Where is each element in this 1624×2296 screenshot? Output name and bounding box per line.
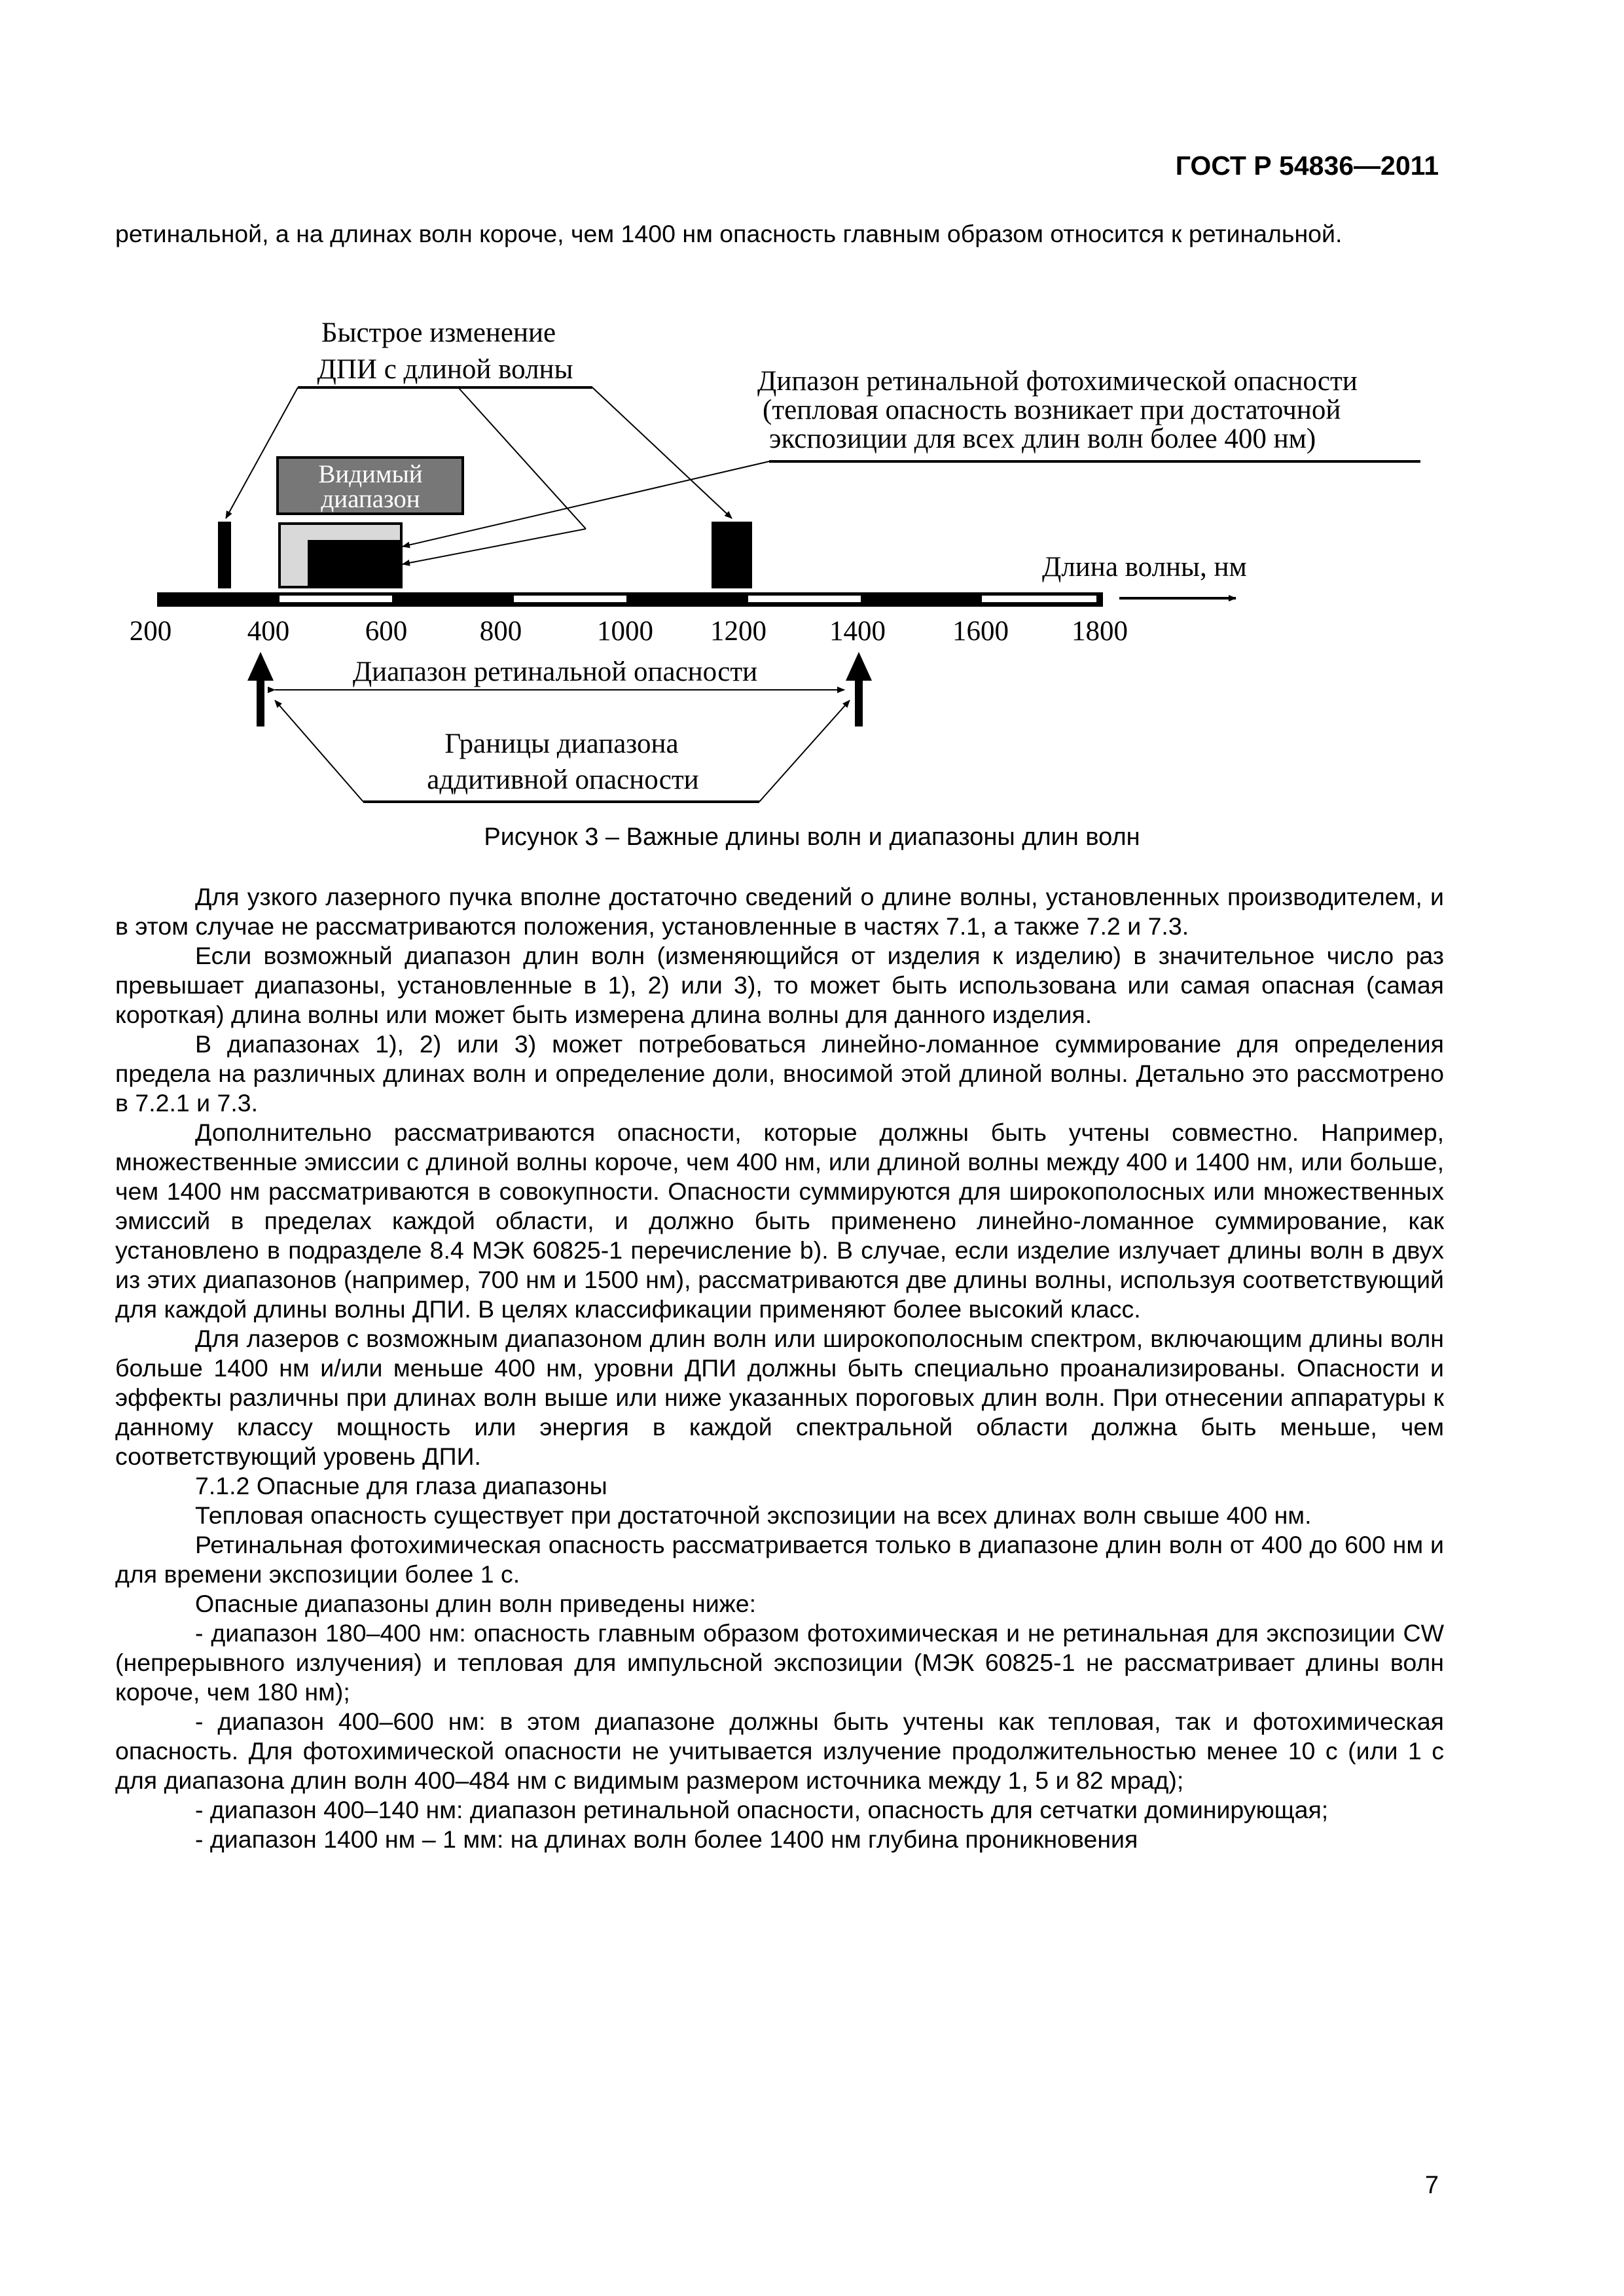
tick-label: 1000	[597, 616, 653, 647]
boundary-arrow-400	[247, 652, 274, 726]
tick-labels	[130, 616, 1128, 647]
label-photochem-line1: Дипазон ретинальной фотохимической опасности	[757, 366, 1358, 397]
section-heading: 7.1.2 Опасные для глаза диапазоны	[195, 1472, 607, 1499]
intro-paragraph: ретинальной, а на длинах волн короче, чем 1400 нм опасность главным образом относится к ретинальной.	[115, 220, 1343, 247]
pointer-line	[759, 700, 850, 802]
thermal-range-block	[308, 540, 401, 586]
wavelength-axis-bar	[157, 592, 1103, 607]
tick-label: 1200	[710, 616, 767, 647]
list-item: - диапазон 400–600 нм: в этом диапазоне должны быть учтены как тепловая, так и фотохимическая опасность. Для фотохимической опасности не учитывается излучение продолжительностью менее 10 с (или 1 с для диапазона длин волн 400–484 нм с видимым размером источника между 1, 5 и 82 мрад);	[115, 1708, 1444, 1794]
figure-caption: Рисунок 3 – Важные длины волн и диапазоны длин волн	[484, 823, 1140, 851]
pointer-line	[458, 387, 586, 529]
tick-label: 800	[479, 616, 522, 647]
axis-title: Длина волны, нм	[1042, 552, 1247, 583]
label-additive-line2: аддитивной опасности	[427, 764, 699, 795]
label-visible-line1: Видимый	[318, 460, 423, 488]
marker-320nm	[218, 522, 231, 588]
paragraph: Для лазеров с возможным диапазоном длин волн или широкополосным спектром, включающим длины волн больше 1400 нм и/или меньше 400 нм, уровни ДПИ должны быть специально проанализированы. Опасности и эффекты различны при длинах волн выше или ниже указанных пороговых длин волн. При отнесении аппаратуры к данному классу мощность или энергия в каждой спектральной области должна быть меньше, чем соответствующий уровень ДПИ.	[115, 1325, 1444, 1470]
page-number: 7	[1424, 2172, 1439, 2199]
pointer-line	[592, 387, 732, 518]
body-text	[115, 882, 1444, 1854]
paragraph: В диапазонах 1), 2) или 3) может потребоваться линейно-ломанное суммирование для определения предела на различных длинах волн и определение доли, вносимой этой длиной волны. Детально это рассмотрено в 7.2.1 и 7.3.	[115, 1030, 1444, 1117]
wavelength-figure	[0, 301, 1624, 844]
boundary-arrow-1400	[846, 652, 872, 726]
tick-label: 400	[247, 616, 290, 647]
tick-label: 1400	[829, 616, 886, 647]
label-additive-line1: Границы диапазона	[444, 728, 679, 759]
paragraph: Дополнительно рассматриваются опасности, которые должны быть учтены совместно. Например, множественные эмиссии с длиной волны короче, чем 400 нм, или длиной волны между 400 и 1400 нм, или больше, чем 1400 нм рассматриваются в совокупности. Опасности суммируются для широкополосных или множественных эмиссий в пределах каждой области, и должно быть применено линейно-ломанное суммирование, как установлено в подразделе 8.4 МЭК 60825-1 перечисление b). В случае, если изделие излучает длины волн в двух из этих диапазонов (например, 700 нм и 1500 нм), рассматриваются две длины волны, используя соответствующий для каждой длины волны ДПИ. В целях классификации применяют более высокий класс.	[115, 1119, 1444, 1323]
document-code: ГОСТ Р 54836—2011	[1175, 151, 1439, 181]
list-item: - диапазон 180–400 нм: опасность главным образом фотохимическая и не ретинальная для экспозиции CW (непрерывного излучения) и тепловая для импульсной экспозиции (МЭК 60825-1 не рассматривает длины волн короче, чем 180 нм);	[115, 1619, 1444, 1706]
paragraph: Опасные диапазоны длин волн приведены ниже:	[195, 1590, 757, 1617]
marker-1200nm	[712, 522, 752, 588]
tick-label: 1800	[1072, 616, 1128, 647]
paragraph: Тепловая опасность существует при достаточной экспозиции на всех длинах волн свыше 400 нм.	[195, 1501, 1312, 1529]
paragraph: Если возможный диапазон длин волн (изменяющийся от изделия к изделию) в значительное число раз превышает диапазоны, установленные в 1), 2) или 3), то может быть использована или самая опасная (самая короткая) длина волны или может быть измерена длина волны для данного изделия.	[115, 942, 1444, 1028]
tick-label: 600	[365, 616, 408, 647]
label-rapid-change-line2: ДПИ с длиной волны	[317, 354, 573, 385]
paragraph: Для узкого лазерного пучка вполне достаточно сведений о длине волны, установленных производителем, и в этом случае не рассматриваются положения, установленные в частях 7.1, а также 7.2 и 7.3.	[115, 883, 1444, 940]
pointer-line	[275, 700, 363, 802]
label-rapid-change-line1: Быстрое изменение	[321, 317, 556, 348]
label-retinal-range: Диапазон ретинальной опасности	[352, 656, 758, 687]
tick-label: 1600	[952, 616, 1009, 647]
pointer-line	[403, 529, 586, 564]
label-photochem-line3: экспозиции для всех длин волн более 400 нм)	[769, 423, 1316, 454]
label-visible-line2: диапазон	[321, 485, 420, 513]
list-item: - диапазон 1400 нм – 1 мм: на длинах волн более 1400 нм глубина проникновения	[195, 1825, 1138, 1853]
list-item: - диапазон 400–140 нм: диапазон ретинальной опасности, опасность для сетчатки доминирующая;	[195, 1796, 1329, 1823]
paragraph: Ретинальная фотохимическая опасность рассматривается только в диапазоне длин волн от 400 до 600 нм и для времени экспозиции более 1 с.	[115, 1531, 1444, 1588]
label-photochem-line2: (тепловая опасность возникает при достаточной	[763, 395, 1341, 425]
tick-label: 200	[129, 616, 172, 647]
